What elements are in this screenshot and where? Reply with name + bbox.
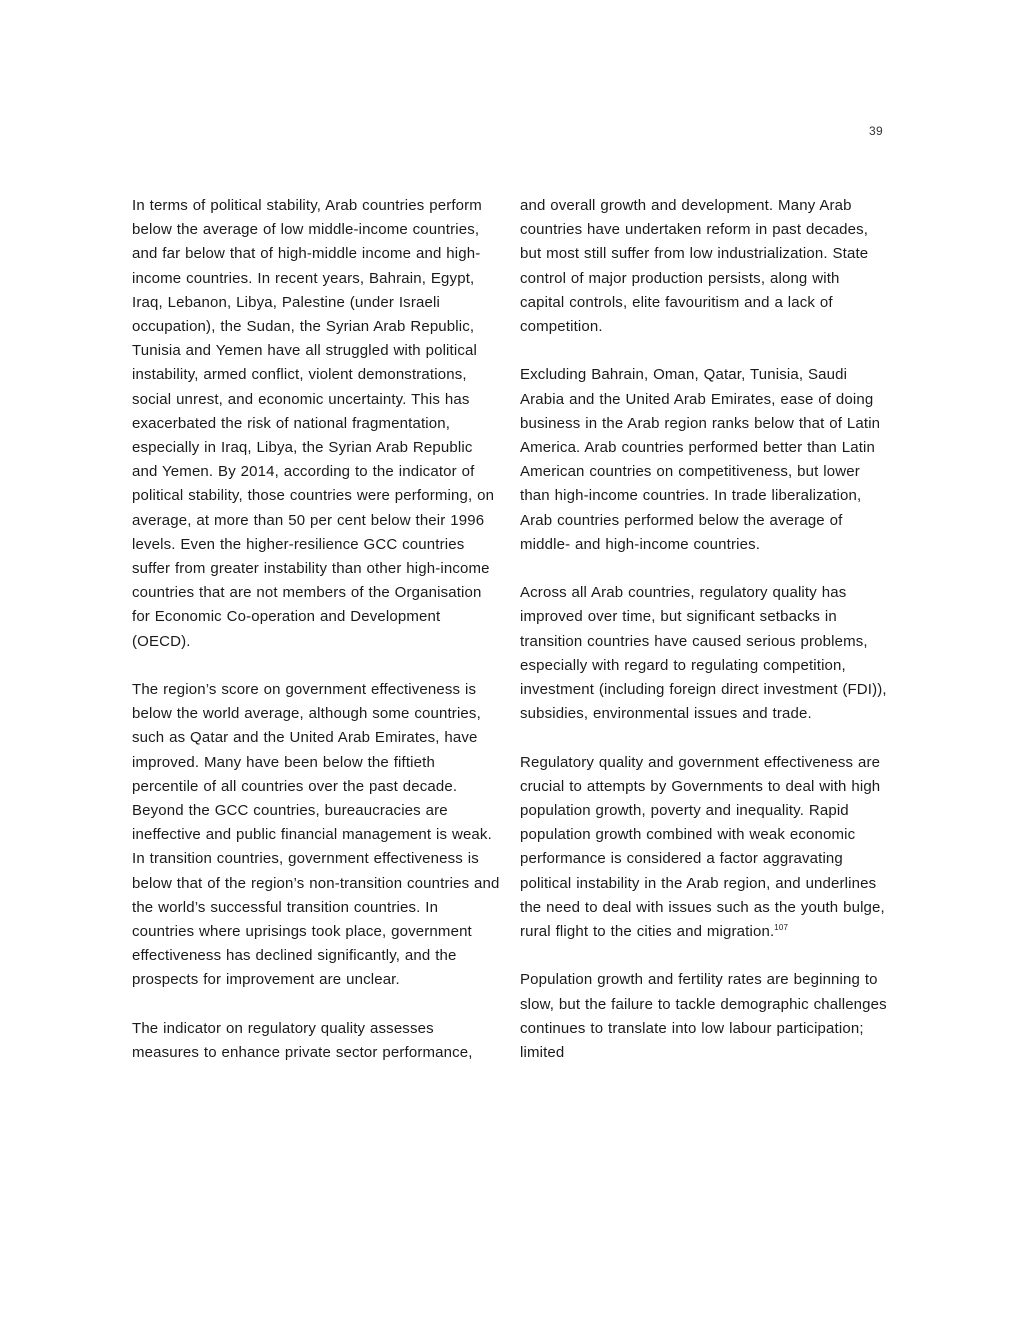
- left-column: [132, 194, 500, 1065]
- footnote-reference[interactable]: 107: [774, 923, 789, 933]
- paragraph-population-growth-text: Regulatory quality and government effectiveness are crucial to attempts by Governments to deal with high population growth, poverty and inequality. Rapid population growth combined with weak economic performance is considered a factor aggravating political instability in the Arab region, and underlines the need to deal with issues such as the youth bulge, rural flight to the cities and migration.: [520, 753, 885, 941]
- paragraph-government-effectiveness: The region’s score on government effectiveness is below the world average, although some countries, such as Qatar and the United Arab Emirates, have improved. Many have been below the fiftieth percentile of all countries over the past decade. Beyond the GCC countries, bureaucracies are ineffective and public financial management is weak. In transition countries, government effectiveness is below that of the region’s non-transition countries and the world’s successful transition countries. In countries where uprisings took place, government effectiveness has declined significantly, and the prospects for improvement are unclear.: [132, 681, 500, 989]
- paragraph-political-stability: In terms of political stability, Arab countries perform below the average of low middle-income countries, and far below that of high-middle income and high-income countries. In recent years, Bahrain, Egypt, Iraq, Lebanon, Libya, Palestine (under Israeli occupation), the Sudan, the Syrian Arab Republic, Tunisia and Yemen have all struggled with political instability, armed conflict, violent demonstrations, social unrest, and economic uncertainty. This has exacerbated the risk of national fragmentation, especially in Iraq, Libya, the Syrian Arab Republic and Yemen. By 2014, according to the indicator of political stability, those countries were performing, on average, at more than 50 per cent below their 1996 levels. Even the higher-resilience GCC countries suffer from greater instability than other high-income countries that are not members of the Organisation for Economic Co-operation and Development (OECD).: [132, 197, 495, 650]
- paragraph-ease-of-business: Excluding Bahrain, Oman, Qatar, Tunisia, Saudi Arabia and the United Arab Emirates, ease of doing business in the Arab region ranks below that of Latin America. Arab countries performed better than Latin American countries on competitiveness, but lower than high-income countries. In trade liberalization, Arab countries performed below the average of middle- and high-income countries.: [520, 366, 881, 553]
- paragraph-growth-development: and overall growth and development. Many Arab countries have undertaken reform in past decades, but most still suffer from low industrialization. State control of major production persists, along with capital controls, elite favouritism and a lack of competition.: [520, 197, 869, 336]
- right-column: [520, 194, 888, 1065]
- paragraph-regulatory-quality-trend: Across all Arab countries, regulatory quality has improved over time, but significant setbacks in transition countries have caused serious problems, especially with regard to regulating competition, investment (including foreign direct investment (FDI)), subsidies, environmental issues and trade.: [520, 584, 887, 723]
- paragraph-population-growth-challenges: [520, 751, 888, 945]
- paragraph-fertility-rates: Population growth and fertility rates are beginning to slow, but the failure to tackle demographic challenges continues to translate into low labour participation; limited: [520, 971, 887, 1062]
- paragraph-regulatory-quality-intro: The indicator on regulatory quality assesses measures to enhance private sector performance,: [132, 1019, 473, 1062]
- page-number: 39: [869, 124, 883, 138]
